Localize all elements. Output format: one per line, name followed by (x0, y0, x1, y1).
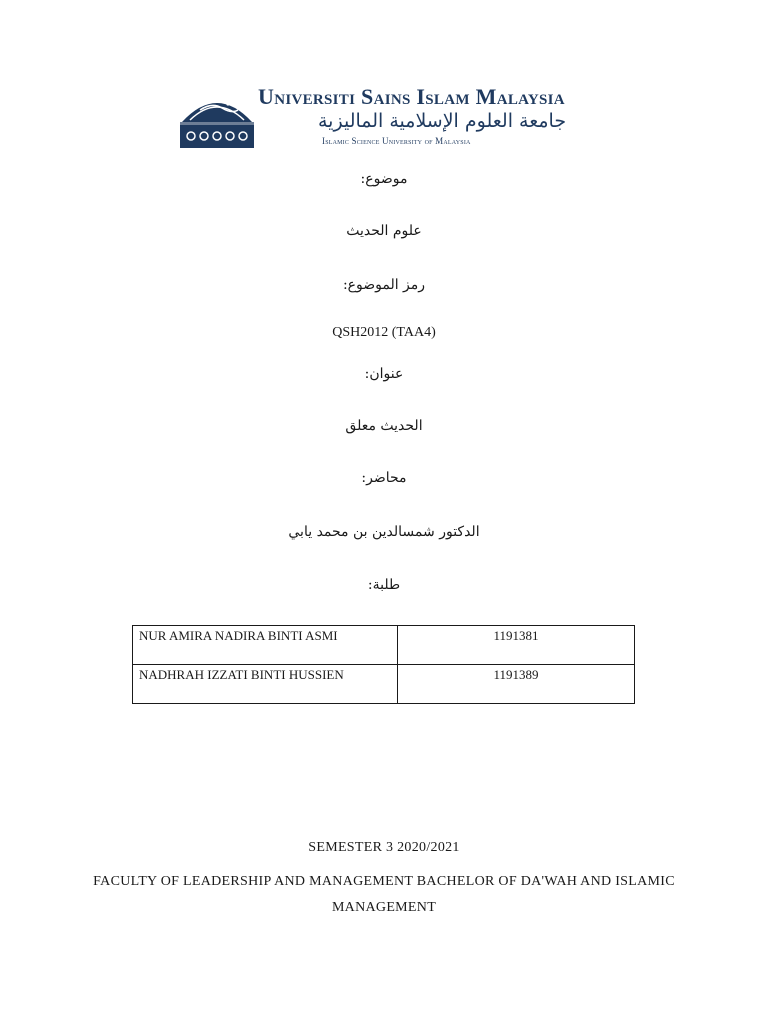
subject-label: موضوع: (360, 171, 408, 187)
lecturer-value: الدكتور شمسالدين بن محمد يابي (288, 524, 480, 540)
university-name-arabic: جامعة العلوم الإسلامية الماليزية (318, 110, 567, 132)
student-name: NUR AMIRA NADIRA BINTI ASMI (133, 626, 398, 665)
subject-value: علوم الحديث (346, 223, 422, 239)
code-label: رمز الموضوع: (342, 277, 426, 293)
student-id: 1191381 (398, 626, 635, 665)
students-table (132, 625, 635, 704)
faculty: FACULTY OF LEADERSHIP AND MANAGEMENT BACHELOR OF DA'WAH AND ISLAMIC MANAGEMENT (93, 874, 675, 915)
university-name: Universiti Sains Islam Malaysia (258, 84, 565, 109)
university-name-english: Islamic Science University of Malaysia (322, 136, 471, 146)
student-id: 1191389 (398, 665, 635, 704)
university-emblem-icon (178, 88, 256, 150)
university-logo (178, 84, 598, 150)
lecturer-label: محاضر: (361, 470, 407, 486)
title-label: عنوان: (364, 366, 404, 382)
code-value: QSH2012 (TAA4) (332, 325, 436, 340)
students-label: طلبة: (367, 577, 401, 593)
semester: SEMESTER 3 2020/2021 (308, 840, 460, 855)
table-row (133, 665, 635, 704)
student-name: NADHRAH IZZATI BINTI HUSSIEN (133, 665, 398, 704)
table-row (133, 626, 635, 665)
title-value: الحديث معلق (345, 418, 423, 434)
